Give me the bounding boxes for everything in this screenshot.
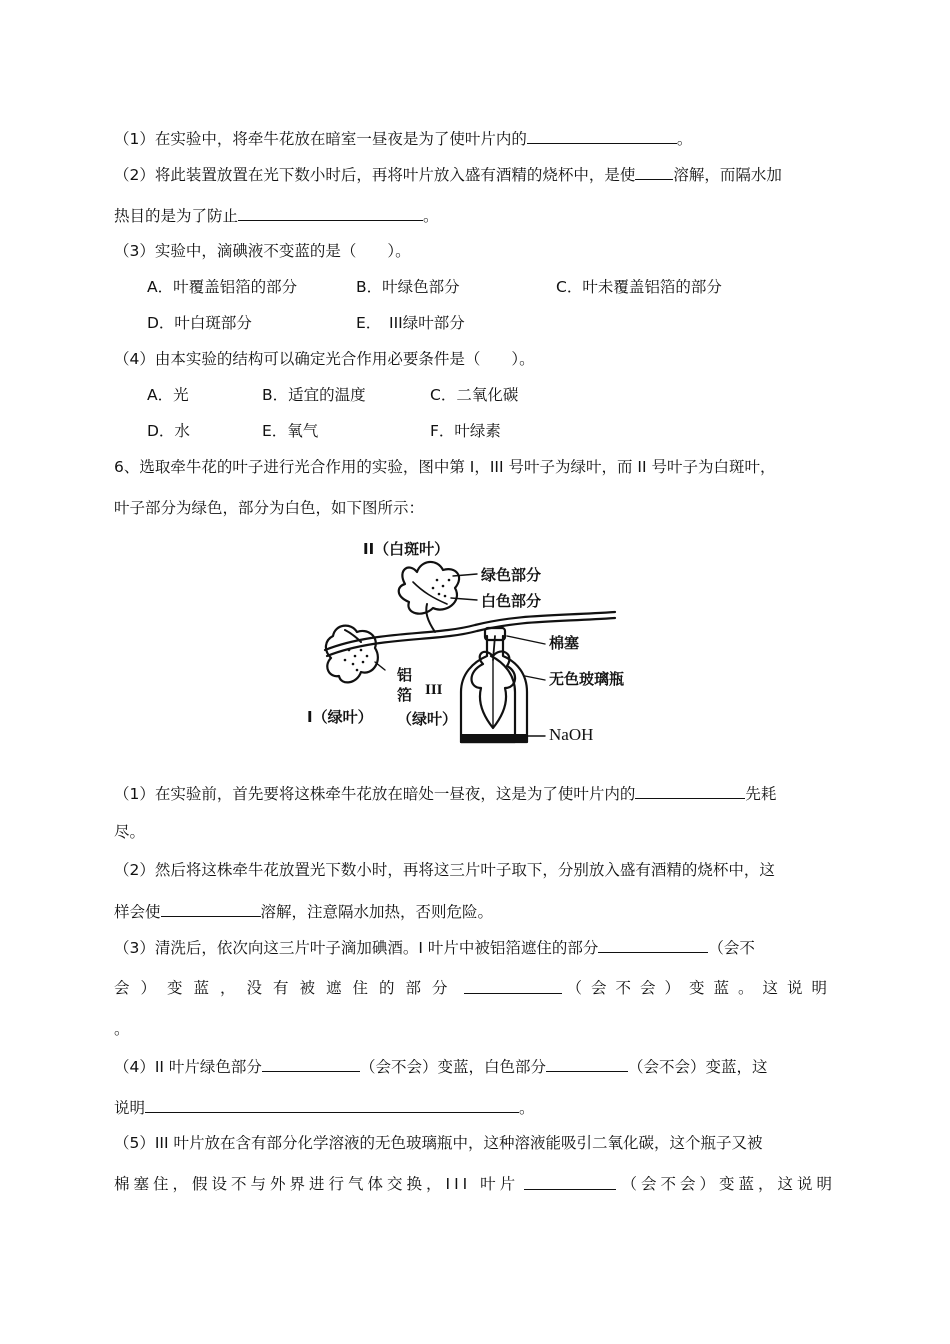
label-white-part: 白色部分 xyxy=(481,592,542,610)
q6-p3-line-1: （3）清洗后，依次向这三片叶子滴加碘酒。I 叶片中被铝箔遮住的部分 （会不 xyxy=(114,939,755,957)
label-foil-1: 铝 xyxy=(397,666,413,684)
q6-intro-2: 叶子部分为绿色，部分为白色，如下图所示： xyxy=(114,499,425,517)
q6-p4-line-1: （4）II 叶片绿色部分 （会不会）变蓝，白色部分 （会不会）变蓝，这 xyxy=(114,1058,768,1076)
option2-a: A．光 xyxy=(147,386,189,404)
answer-blank[interactable] xyxy=(238,205,423,221)
option-c: C．叶未覆盖铝箔的部分 xyxy=(556,278,722,296)
answer-blank[interactable] xyxy=(598,937,708,953)
option2-d: D．水 xyxy=(147,422,190,440)
option-a: A．叶覆盖铝箔的部分 xyxy=(147,278,298,296)
answer-blank[interactable] xyxy=(145,1097,519,1113)
q5-line-5: （4）由本实验的结构可以确定光合作用必要条件是（ ）。 xyxy=(114,350,535,368)
q6-intro-1: 6、选取牵牛花的叶子进行光合作用的实验，图中第 I，III 号叶子为绿叶，而 II 号叶子为白斑叶， xyxy=(114,458,776,476)
label-bottle: 无色玻璃瓶 xyxy=(549,670,625,688)
answer-blank[interactable] xyxy=(635,783,745,799)
q6-p5-line-2: 棉塞住，假设不与外界进行气体交换，III 叶片 （会不会）变蓝，这说明 xyxy=(114,1175,836,1193)
label-iii: III xyxy=(425,682,443,698)
option2-b: B．适宜的温度 xyxy=(262,386,366,404)
answer-blank[interactable] xyxy=(546,1056,628,1072)
option2-f: F．叶绿素 xyxy=(430,422,501,440)
label-ii: II（白斑叶） xyxy=(363,540,450,558)
q6-p2-line-2: 样会使 溶解，注意隔水加热，否则危险。 xyxy=(114,903,494,921)
option-d: D．叶白斑部分 xyxy=(147,314,252,332)
q6-p3-line-2: 会）变蓝，没有被遮住的部分 （会不会）变蓝。这说明 xyxy=(114,979,836,997)
naoh-solution-icon xyxy=(462,734,526,741)
q6-p3-line-3: 。 xyxy=(114,1020,130,1038)
q6-p4-line-2: 说明 。 xyxy=(114,1099,535,1117)
label-i: I（绿叶） xyxy=(307,708,373,726)
q5-line-4: （3）实验中，滴碘液不变蓝的是（ ）。 xyxy=(114,242,411,260)
answer-blank[interactable] xyxy=(527,128,677,144)
label-foil-2: 箔 xyxy=(397,686,413,704)
answer-blank[interactable] xyxy=(635,164,673,180)
label-iii-green: （绿叶） xyxy=(397,710,458,728)
q5-line-3: 热目的是为了防止 。 xyxy=(114,207,439,225)
q6-p2-line-1: （2）然后将这株牵牛花放置光下数小时，再将这三片叶子取下，分别放入盛有酒精的烧杯中，这 xyxy=(114,861,775,879)
option2-c: C．二氧化碳 xyxy=(430,386,519,404)
option-b: B．叶绿色部分 xyxy=(356,278,460,296)
label-cotton: 棉塞 xyxy=(549,634,580,652)
option2-e: E．氧气 xyxy=(262,422,319,440)
q5-line-2: （2）将此装置放置在光下数小时后，再将叶片放入盛有酒精的烧杯中，是使 溶解，而隔水加 xyxy=(114,166,782,184)
q6-p1-line-1: （1）在实验前，首先要将这株牵牛花放在暗处一昼夜，这是为了使叶片内的 先耗 xyxy=(114,785,777,803)
q6-p5-line-1: （5）III 叶片放在含有部分化学溶液的无色玻璃瓶中，这种溶液能吸引二氧化碳，这个瓶子又被 xyxy=(114,1134,763,1152)
leaf-ii-icon xyxy=(399,562,459,614)
label-green-part: 绿色部分 xyxy=(481,566,542,584)
q5-line-1: （1）在实验中，将牵牛花放在暗室一昼夜是为了使叶片内的 。 xyxy=(114,130,693,148)
option-e: E． III绿叶部分 xyxy=(356,314,465,332)
q6-p1-line-2: 尽。 xyxy=(114,823,146,841)
answer-blank[interactable] xyxy=(464,978,562,994)
experiment-figure xyxy=(305,532,650,752)
answer-blank[interactable] xyxy=(262,1056,360,1072)
answer-blank[interactable] xyxy=(524,1174,616,1190)
answer-blank[interactable] xyxy=(161,901,261,917)
label-naoh: NaOH xyxy=(549,725,594,744)
